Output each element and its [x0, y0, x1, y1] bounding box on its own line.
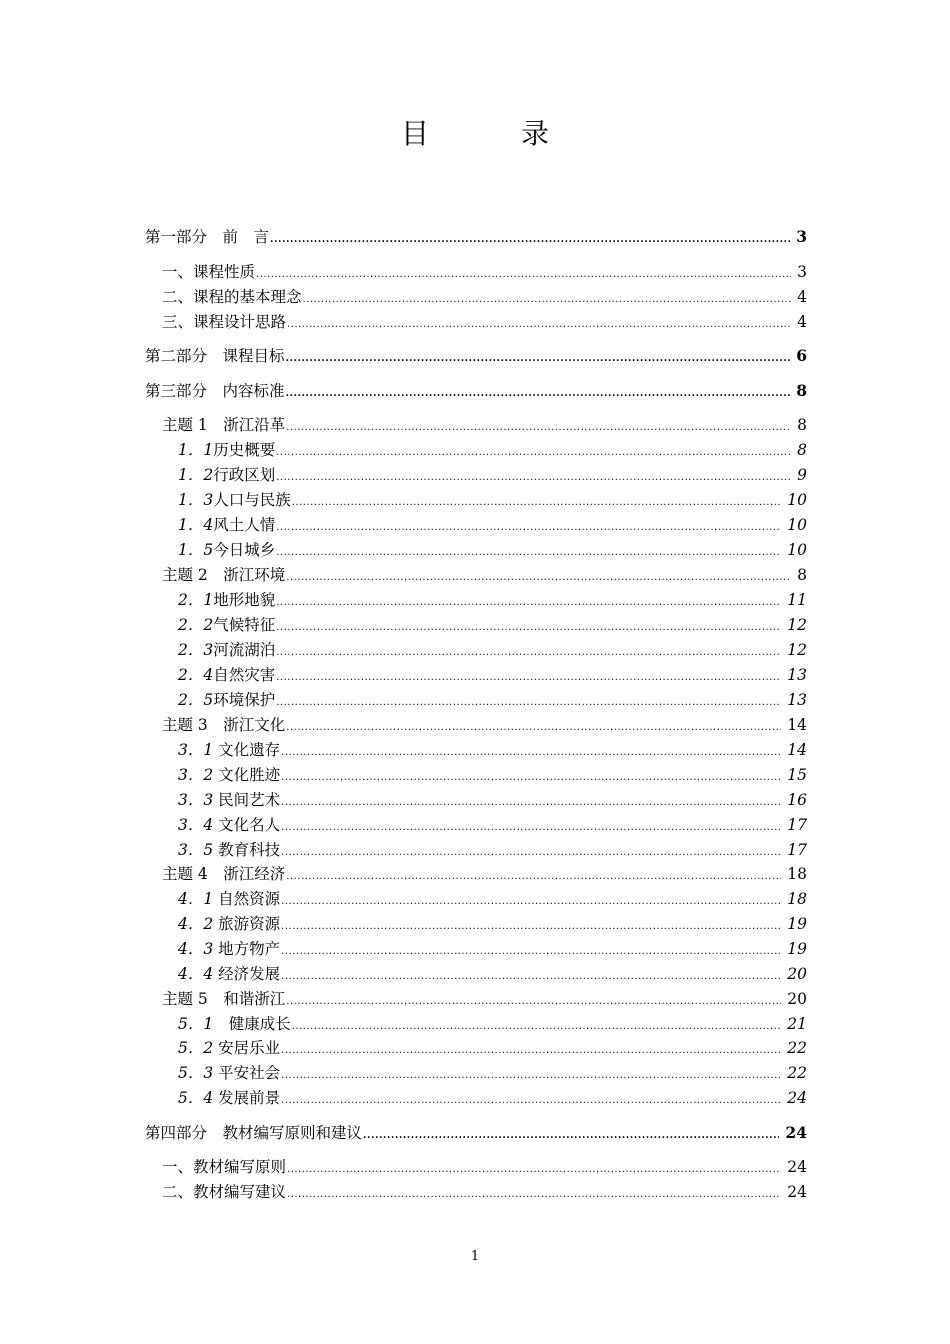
toc-entry-number: 3．5 — [178, 841, 214, 859]
toc-entry-number: 3．4 — [178, 816, 214, 834]
toc-entry-page: 15 — [787, 766, 807, 784]
toc-leader-dots — [286, 348, 791, 370]
toc-entry-number: 3．2 — [178, 766, 214, 784]
toc-entry-subtopic[interactable] — [178, 1087, 807, 1109]
toc-entry-number: 5．2 — [178, 1039, 214, 1057]
toc-entry-page: 14 — [787, 716, 807, 734]
toc-leader-dots — [276, 642, 781, 664]
toc-entry-label: 文化遗存 — [213, 741, 281, 759]
page-number: 1 — [470, 1249, 480, 1264]
toc-entry-number: 1．3 — [178, 491, 214, 509]
toc-leader-dots — [281, 916, 781, 938]
toc-entry-number: 1．2 — [178, 466, 214, 484]
toc-entry-label: 文化名人 — [213, 816, 281, 834]
toc-entry-number: 4．3 — [178, 940, 214, 958]
toc-entry-page: 10 — [787, 491, 807, 509]
toc-leader-dots — [363, 1125, 779, 1147]
toc-leader-dots — [287, 1184, 781, 1206]
toc-entry-section[interactable] — [162, 1181, 807, 1203]
toc-entry-section[interactable] — [162, 286, 807, 308]
toc-entry-page: 13 — [787, 691, 807, 709]
toc-entry-label: 文化胜迹 — [213, 766, 281, 784]
toc-entry-label: 主题 2 浙江环境 — [162, 566, 286, 584]
toc-entry-subtopic[interactable] — [178, 814, 807, 836]
toc-entry-page: 17 — [787, 841, 807, 859]
toc-entry-subtopic[interactable] — [178, 464, 807, 486]
toc-entry-label: 民间艺术 — [213, 791, 281, 809]
toc-leader-dots — [276, 442, 791, 464]
toc-entry-theme[interactable] — [162, 714, 807, 736]
toc-entry-page: 8 — [796, 381, 807, 400]
toc-entry-page: 13 — [787, 666, 807, 684]
toc-entry-page: 8 — [797, 566, 807, 584]
toc-entry-subtopic[interactable] — [178, 1013, 807, 1035]
toc-entry-page: 24 — [785, 1123, 807, 1142]
toc-entry-theme[interactable] — [162, 988, 807, 1010]
toc-leader-dots — [281, 817, 781, 839]
toc-entry-page: 20 — [787, 965, 807, 983]
toc-entry-label: 二、教材编写建议 — [162, 1183, 287, 1201]
toc-leader-dots — [276, 542, 781, 564]
toc-entry-part-2[interactable] — [145, 345, 807, 367]
toc-entry-number: 4．2 — [178, 915, 214, 933]
toc-entry-subtopic[interactable] — [178, 789, 807, 811]
toc-leader-dots — [281, 1090, 781, 1112]
toc-entry-label: 二、课程的基本理念 — [162, 288, 302, 306]
toc-entry-label: 平安社会 — [213, 1064, 281, 1082]
toc-entry-label: 地方物产 — [213, 940, 281, 958]
toc-entry-subtopic[interactable] — [178, 439, 807, 461]
toc-entry-page: 16 — [787, 791, 807, 809]
toc-entry-page: 10 — [787, 516, 807, 534]
toc-entry-label: 历史概要 — [213, 441, 276, 459]
toc-entry-page: 10 — [787, 541, 807, 559]
toc-entry-label: 经济发展 — [213, 965, 281, 983]
toc-leader-dots — [281, 842, 781, 864]
toc-leader-dots — [281, 1065, 781, 1087]
toc-entry-label: 主题 3 浙江文化 — [162, 716, 286, 734]
toc-entry-label: 环境保护 — [213, 691, 276, 709]
toc-entry-number: 3．1 — [178, 741, 214, 759]
toc-entry-page: 14 — [787, 741, 807, 759]
toc-entry-subtopic[interactable] — [178, 514, 807, 536]
toc-entry-number: 2．5 — [178, 691, 214, 709]
toc-entry-subtopic[interactable] — [178, 739, 807, 761]
toc-entry-number: 5．3 — [178, 1064, 214, 1082]
toc-leader-dots — [281, 767, 781, 789]
toc-entry-page: 12 — [787, 616, 807, 634]
toc-entry-label: 风土人情 — [213, 516, 276, 534]
toc-entry-page: 3 — [796, 227, 807, 246]
toc-entry-label: 主题 4 浙江经济 — [162, 865, 286, 883]
toc-entry-label: 第四部分 教材编写原则和建议 — [145, 1124, 363, 1142]
toc-leader-dots — [281, 792, 781, 814]
toc-entry-theme[interactable] — [162, 414, 807, 436]
toc-entry-page: 11 — [787, 591, 807, 609]
toc-entry-subtopic[interactable] — [178, 614, 807, 636]
toc-leader-dots — [256, 264, 791, 286]
toc-entry-label: 地形地貌 — [213, 591, 276, 609]
toc-leader-dots — [292, 492, 782, 514]
toc-entry-page: 22 — [787, 1064, 807, 1082]
toc-leader-dots — [276, 617, 781, 639]
toc-entry-label: 行政区划 — [213, 466, 276, 484]
toc-entry-page: 4 — [797, 313, 807, 331]
toc-entry-subtopic[interactable] — [178, 539, 807, 561]
toc-entry-subtopic[interactable] — [178, 1037, 807, 1059]
toc-entry-section[interactable] — [162, 1156, 807, 1178]
toc-entry-number: 4．1 — [178, 890, 214, 908]
toc-entry-label: 气候特征 — [213, 616, 276, 634]
toc-entry-page: 18 — [787, 890, 807, 908]
toc-entry-number: 5．4 — [178, 1089, 214, 1107]
toc-entry-number: 1．5 — [178, 541, 214, 559]
toc-entry-label: 今日城乡 — [213, 541, 276, 559]
toc-entry-page: 19 — [787, 940, 807, 958]
toc-entry-label: 旅游资源 — [213, 915, 281, 933]
toc-entry-number: 2．4 — [178, 666, 214, 684]
toc-entry-label: 安居乐业 — [213, 1039, 281, 1057]
toc-entry-part-3[interactable] — [145, 380, 807, 402]
toc-leader-dots — [286, 417, 791, 439]
toc-leader-dots — [281, 742, 781, 764]
toc-entry-theme[interactable] — [162, 564, 807, 586]
toc-entry-number: 2．3 — [178, 641, 214, 659]
toc-entry-page: 8 — [797, 441, 807, 459]
toc-entry-number: 1．4 — [178, 516, 214, 534]
toc-entry-subtopic[interactable] — [178, 963, 807, 985]
toc-leader-dots — [276, 667, 781, 689]
toc-entry-number: 1．1 — [178, 441, 214, 459]
toc-entry-number: 5．1 — [178, 1015, 214, 1033]
toc-entry-page: 17 — [787, 816, 807, 834]
toc-entry-number: 2．1 — [178, 591, 214, 609]
toc-entry-label: 自然资源 — [213, 890, 281, 908]
title-char-1: 目 — [400, 117, 429, 150]
toc-leader-dots — [303, 289, 792, 311]
toc-leader-dots — [286, 991, 781, 1013]
toc-entry-page: 12 — [787, 641, 807, 659]
toc-entry-subtopic[interactable] — [178, 1062, 807, 1084]
toc-leader-dots — [281, 891, 781, 913]
toc-entry-subtopic[interactable] — [178, 764, 807, 786]
toc-entry-page: 22 — [787, 1039, 807, 1057]
toc-entry-label: 第二部分 课程目标 — [145, 347, 285, 365]
toc-entry-theme[interactable] — [162, 863, 807, 885]
toc-entry-section[interactable] — [162, 311, 807, 333]
page-title — [0, 112, 950, 152]
toc-entry-page: 4 — [797, 288, 807, 306]
toc-entry-page: 18 — [787, 865, 807, 883]
toc-entry-page: 19 — [787, 915, 807, 933]
title-char-2: 录 — [521, 117, 550, 150]
toc-entry-label: 第一部分 前 言 — [145, 228, 270, 246]
toc-entry-label: 健康成长 — [213, 1015, 291, 1033]
toc-entry-subtopic[interactable] — [178, 913, 807, 935]
toc-entry-label: 三、课程设计思路 — [162, 313, 287, 331]
toc-entry-subtopic[interactable] — [178, 489, 807, 511]
toc-entry-page: 9 — [797, 466, 807, 484]
toc-entry-number: 2．2 — [178, 616, 214, 634]
toc-entry-part-1[interactable] — [145, 226, 807, 248]
toc-entry-subtopic[interactable] — [178, 888, 807, 910]
toc-entry-label: 人口与民族 — [213, 491, 291, 509]
toc-entry-subtopic[interactable] — [178, 839, 807, 861]
toc-entry-label: 发展前景 — [213, 1089, 281, 1107]
toc-leader-dots — [276, 692, 781, 714]
toc-leader-dots — [281, 941, 781, 963]
toc-leader-dots — [281, 1040, 781, 1062]
toc-leader-dots — [287, 1159, 781, 1181]
toc-leader-dots — [281, 966, 781, 988]
toc-entry-label: 一、课程性质 — [162, 263, 256, 281]
toc-entry-part-4[interactable] — [145, 1122, 807, 1144]
toc-entry-section[interactable] — [162, 261, 807, 283]
toc-leader-dots — [270, 229, 790, 251]
toc-entry-subtopic[interactable] — [178, 689, 807, 711]
toc-leader-dots — [286, 567, 791, 589]
toc-leader-dots — [286, 717, 781, 739]
toc-leader-dots — [292, 1016, 782, 1038]
toc-entry-label: 主题 5 和谐浙江 — [162, 990, 286, 1008]
toc-entry-page: 8 — [797, 416, 807, 434]
toc-entry-page: 21 — [787, 1015, 807, 1033]
toc-entry-page: 20 — [787, 990, 807, 1008]
toc-entry-subtopic[interactable] — [178, 589, 807, 611]
toc-leader-dots — [286, 383, 791, 405]
toc-entry-number: 4．4 — [178, 965, 214, 983]
toc-entry-subtopic[interactable] — [178, 938, 807, 960]
toc-entry-label: 教育科技 — [213, 841, 281, 859]
toc-entry-page: 6 — [796, 346, 807, 365]
toc-leader-dots — [276, 592, 781, 614]
toc-entry-subtopic[interactable] — [178, 639, 807, 661]
toc-entry-label: 一、教材编写原则 — [162, 1158, 287, 1176]
toc-leader-dots — [287, 314, 791, 336]
toc-entry-page: 24 — [787, 1158, 807, 1176]
toc-entry-label: 自然灾害 — [213, 666, 276, 684]
toc-entry-number: 3．3 — [178, 791, 214, 809]
toc-entry-page: 24 — [787, 1089, 807, 1107]
toc-leader-dots — [276, 517, 781, 539]
toc-entry-page: 24 — [787, 1183, 807, 1201]
toc-entry-label: 主题 1 浙江沿革 — [162, 416, 286, 434]
toc-entry-page: 3 — [797, 263, 807, 281]
toc-leader-dots — [276, 467, 791, 489]
toc-entry-subtopic[interactable] — [178, 664, 807, 686]
toc-entry-label: 河流湖泊 — [213, 641, 276, 659]
toc-leader-dots — [286, 866, 781, 888]
toc-entry-label: 第三部分 内容标准 — [145, 382, 285, 400]
